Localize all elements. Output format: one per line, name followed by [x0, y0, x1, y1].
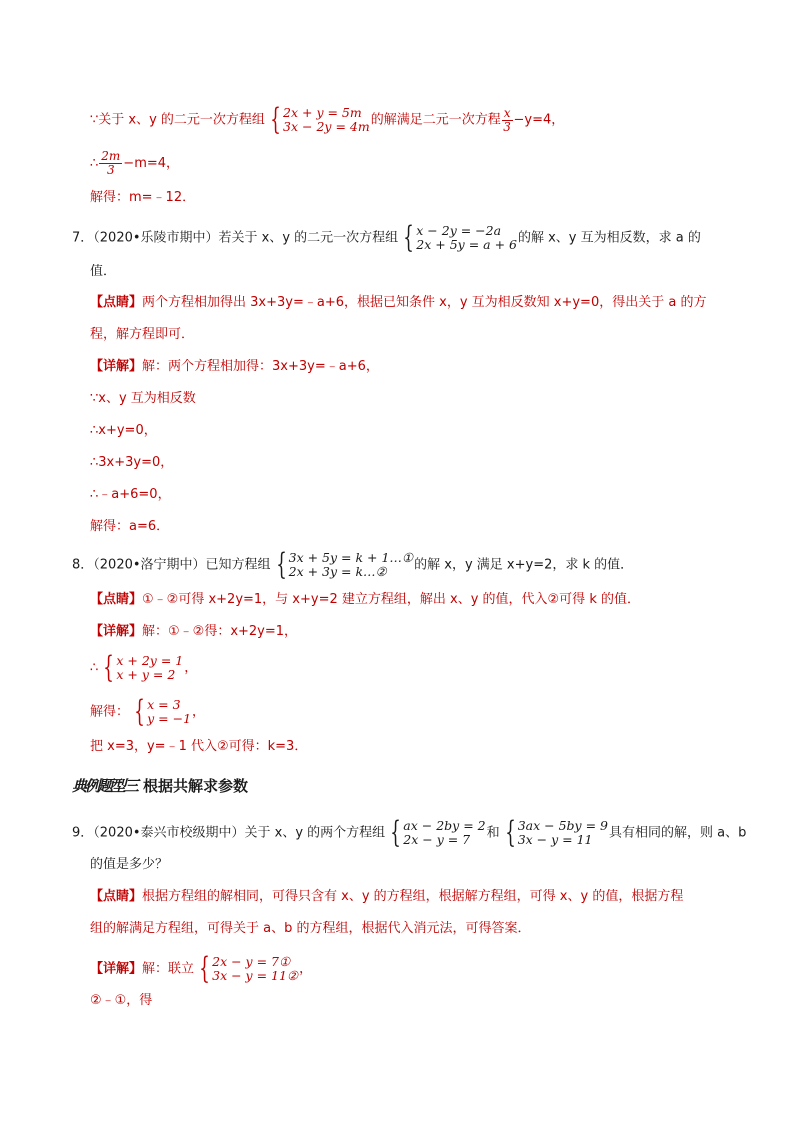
text: ， [299, 961, 313, 977]
text: ， [184, 660, 198, 676]
eq-row: 3x − y = 11 [517, 832, 593, 847]
heading-tag: 典例题型三 [72, 777, 138, 795]
text: 具有相同的解，则 a、b [608, 825, 747, 841]
eq-row: 2x + 5y = a + 6 [416, 237, 517, 252]
eq-row: 2x − y = 7① [212, 954, 291, 969]
text: −y=4， [513, 112, 565, 128]
text: ∴ [90, 660, 99, 676]
text: 解：①﹣②得：x+2y=1， [142, 624, 298, 639]
detail-7-line: ∴﹣a+6=0， [90, 487, 171, 502]
eq-row: 3x − y = 11② [212, 968, 299, 983]
derivation-line-3: 解得：m=﹣12． [90, 190, 196, 205]
text: 的解满足二元一次方程 [370, 112, 501, 128]
denominator: 3 [106, 163, 115, 177]
text: −m=4， [123, 156, 180, 171]
hint-7-cont: 程，解方程即可． [90, 327, 195, 342]
eq-row: 3x − 2y = 4m [283, 119, 370, 134]
text: 解：两个方程相加得：3x+3y=﹣a+6， [142, 359, 379, 374]
detail-7-line: 解得：a=6． [90, 519, 170, 534]
denominator: 3 [503, 119, 511, 134]
detail-tag: 【详解】 [90, 624, 143, 639]
eq-row: x + y = 2 [116, 667, 176, 682]
fraction [502, 107, 513, 134]
hint-8 [90, 590, 640, 610]
text: 根据方程组的解相同，可得只含有 x、y 的方程组，根据解方程组，可得 x、y 的值，根据方程 [142, 889, 684, 904]
eq-row: x = 3 [147, 697, 181, 712]
hint-9 [90, 887, 683, 907]
text: 8．（2020•洛宁期中）已知方程组 [72, 557, 271, 573]
eq-row: ax − 2by = 2 [403, 818, 486, 833]
text: 的解 x，y 满足 x+y=2，求 k 的值． [414, 557, 634, 573]
text: 的解 x、y 互为相反数，求 a 的 [517, 230, 701, 246]
text: 9．（2020•泰兴市校级期中）关于 x、y 的两个方程组 [72, 825, 386, 841]
equation-system: { x + 2y = 1 x + y = 2 [103, 650, 184, 685]
detail-8 [90, 622, 297, 642]
eq-row: 2x − y = 7 [403, 832, 471, 847]
equation-system: { x − 2y = −2a 2x + 5y = a + 6 [403, 220, 517, 255]
detail-9-line: ②﹣①，得 [90, 993, 153, 1008]
text: 两个方程相加得出 3x+3y=﹣a+6，根据已知条件 x，y 互为相反数知 x+y=0，得出关于 a 的方 [142, 295, 707, 310]
heading-title: 根据共解求参数 [143, 777, 249, 795]
hint-tag: 【点睛】 [90, 889, 143, 904]
text: 和 [486, 825, 500, 841]
eq-row: 3x + 5y = k + 1…① [288, 550, 414, 565]
hint-9-cont: 组的解满足方程组，可得关于 a、b 的方程组，根据代入消元法，可得答案． [90, 921, 531, 936]
text: 7．（2020•乐陵市期中）若关于 x、y 的二元一次方程组 [72, 230, 399, 246]
hint-tag: 【点睛】 [90, 592, 143, 607]
text: ①﹣②可得 x+2y=1，与 x+y=2 建立方程组，解出 x、y 的值，代入②可得 k 的值． [142, 592, 640, 607]
detail-8-final: 把 x=3，y=﹣1 代入②可得：k=3． [90, 739, 308, 754]
detail-8-solution [90, 694, 206, 729]
equation-system: { x = 3 y = −1 [134, 694, 192, 729]
detail-tag: 【详解】 [90, 359, 143, 374]
eq-row: x + 2y = 1 [116, 653, 184, 668]
detail-7-line: ∴x+y=0， [90, 423, 157, 438]
equation-system: { 2x − y = 7① 3x − y = 11② [199, 951, 299, 986]
eq-row: 2x + y = 5m [283, 105, 362, 120]
numerator: 2m [101, 149, 121, 163]
question-8 [72, 547, 634, 582]
text: ∵关于 x、y 的二元一次方程组 [90, 112, 265, 128]
eq-row: 2x + 3y = k…② [288, 564, 387, 579]
text: ∴ [90, 156, 99, 171]
equation-system: { 3ax − 5by = 9 3x − y = 11 [504, 815, 608, 850]
detail-tag: 【详解】 [90, 961, 143, 977]
derivation-line-2 [90, 150, 179, 177]
detail-7-line: ∴3x+3y=0， [90, 455, 174, 470]
eq-row: 3ax − 5by = 9 [517, 818, 608, 833]
hint-7 [90, 293, 706, 313]
eq-row: x − 2y = −2a [416, 223, 502, 238]
hint-tag: 【点睛】 [90, 295, 143, 310]
detail-9 [90, 951, 313, 986]
derivation-line-1 [90, 102, 565, 137]
text: 解：联立 [142, 961, 195, 977]
text: 解得： [90, 704, 130, 720]
eq-row: y = −1 [147, 711, 192, 726]
equation-system: { 2x + y = 5m 3x − 2y = 4m [270, 102, 370, 137]
detail-7 [90, 357, 379, 377]
detail-8-system [90, 650, 198, 685]
numerator: x [503, 105, 511, 120]
text: ， [192, 704, 206, 720]
equation-system: { 3x + 5y = k + 1…① 2x + 3y = k…② [275, 547, 414, 582]
equation-system: { ax − 2by = 2 2x − y = 7 [390, 815, 486, 850]
fraction [99, 150, 122, 177]
section-heading [72, 775, 248, 796]
detail-7-line: ∵x、y 互为相反数 [90, 391, 196, 406]
question-7-cont: 值． [90, 264, 117, 279]
question-9-cont: 的值是多少？ [90, 857, 169, 872]
question-9 [72, 815, 747, 850]
question-7 [72, 220, 701, 255]
